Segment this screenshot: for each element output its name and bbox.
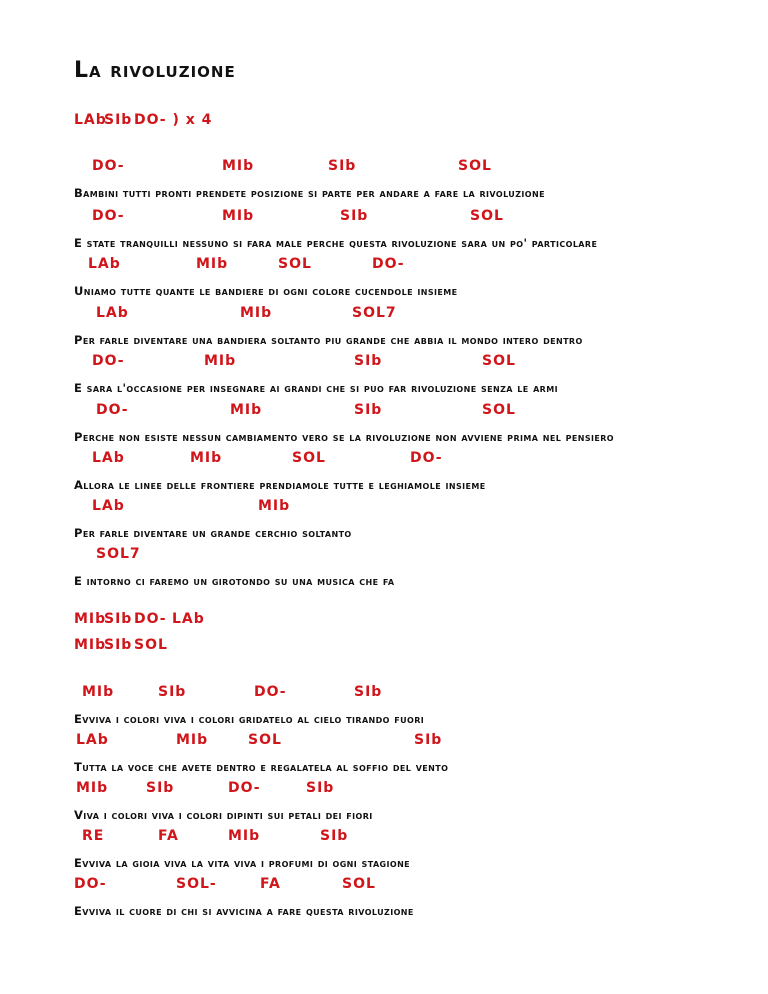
chord-label: LAb — [172, 611, 205, 627]
chord-label: SIb — [354, 353, 383, 369]
chord-label: SOL — [134, 637, 168, 653]
chord-label: SIb — [306, 780, 335, 796]
lyric-line: Per farle diventare un grande cerchio soltanto — [74, 526, 352, 540]
chord-label: LAb — [74, 112, 107, 128]
chord-label: DO- — [74, 876, 107, 892]
chord-label: MIb — [190, 450, 223, 466]
lyric-line: E sara l'occasione per insegnare ai grandi che si puo far rivoluzione senza le armi — [74, 381, 558, 395]
chorus-chords — [0, 780, 768, 798]
chord-label: DO- — [228, 780, 261, 796]
verse-chords — [0, 498, 768, 516]
chorus-chords — [0, 684, 768, 702]
chord-label: SIb — [158, 684, 187, 700]
verse-chords — [0, 305, 768, 323]
chord-label: DO- — [92, 158, 125, 174]
chord-label: DO- — [92, 208, 125, 224]
chord-label: SOL — [342, 876, 376, 892]
chorus-chords — [0, 732, 768, 750]
lyric-line: Evviva il cuore di chi si avvicina a fare questa rivoluzione — [74, 904, 414, 918]
lyric-line: Per farle diventare una bandiera soltanto piu grande che abbia il mondo intero dentro — [74, 333, 583, 347]
chord-label: SOL — [470, 208, 504, 224]
lyric-line: Evviva i colori viva i colori gridatelo al cielo tirando fuori — [74, 712, 425, 726]
chord-label: MIb — [74, 611, 107, 627]
chord-label: LAb — [88, 256, 121, 272]
interlude-chords — [0, 611, 768, 629]
chord-label: SIb — [104, 637, 133, 653]
lyric-line: Evviva la gioia viva la vita viva i profumi di ogni stagione — [74, 856, 411, 870]
chord-label: LAb — [76, 732, 109, 748]
chord-label: MIb — [222, 158, 255, 174]
chord-label: MIb — [230, 402, 263, 418]
chord-label: MIb — [76, 780, 109, 796]
chord-label: DO- ) x 4 — [134, 112, 213, 128]
chord-label: RE — [82, 828, 105, 844]
verse-chords — [0, 450, 768, 468]
chord-label: SOL- — [176, 876, 217, 892]
chord-label: DO- — [96, 402, 129, 418]
intro-chords — [0, 112, 768, 130]
chord-label: MIb — [74, 637, 107, 653]
lyric-line: E intorno ci faremo un girotondo su una musica che fa — [74, 574, 395, 588]
chord-label: SIb — [340, 208, 369, 224]
chord-label: SOL — [248, 732, 282, 748]
lyric-line: Perche non esiste nessun cambiamento vero se la rivoluzione non avviene prima nel pensiero — [74, 430, 614, 444]
chord-label: FA — [260, 876, 281, 892]
verse-chords — [0, 158, 768, 176]
chord-label: FA — [158, 828, 179, 844]
lyric-line: E state tranquilli nessuno si fara male perche questa rivoluzione sara un po' particolare — [74, 236, 598, 250]
chord-label: SIb — [354, 402, 383, 418]
chord-label: LAb — [92, 498, 125, 514]
lyric-line: Tutta la voce che avete dentro e regalatela al soffio del vento — [74, 760, 449, 774]
chord-label: MIb — [240, 305, 273, 321]
chord-label: SIb — [320, 828, 349, 844]
chord-label: DO- — [134, 611, 167, 627]
chord-label: DO- — [92, 353, 125, 369]
verse-chords — [0, 256, 768, 274]
chord-label: SOL — [278, 256, 312, 272]
chord-label: SOL — [482, 402, 516, 418]
verse-chords — [0, 546, 768, 564]
verse-chords — [0, 208, 768, 226]
chord-label: SIb — [104, 611, 133, 627]
chord-label: SOL — [458, 158, 492, 174]
chord-label: MIb — [176, 732, 209, 748]
chord-label: SIb — [354, 684, 383, 700]
chord-label: MIb — [82, 684, 115, 700]
verse-chords — [0, 402, 768, 420]
chord-label: LAb — [92, 450, 125, 466]
chord-label: LAb — [96, 305, 129, 321]
chord-label: MIb — [222, 208, 255, 224]
chord-label: DO- — [254, 684, 287, 700]
song-title: La rivoluzione — [74, 58, 236, 83]
chord-label: MIb — [204, 353, 237, 369]
chord-label: SIb — [414, 732, 443, 748]
lyric-line: Bambini tutti pronti prendete posizione si parte per andare a fare la rivoluzione — [74, 186, 545, 200]
chord-label: SOL — [482, 353, 516, 369]
chord-label: SIb — [146, 780, 175, 796]
chord-label: SIb — [328, 158, 357, 174]
chord-label: DO- — [410, 450, 443, 466]
chord-label: MIb — [196, 256, 229, 272]
chord-label: SIb — [104, 112, 133, 128]
chord-label: SOL — [292, 450, 326, 466]
interlude-chords — [0, 637, 768, 655]
chord-label: SOL7 — [96, 546, 141, 562]
chord-label: SOL7 — [352, 305, 397, 321]
chorus-chords — [0, 828, 768, 846]
lyric-line: Viva i colori viva i colori dipinti sui petali dei fiori — [74, 808, 373, 822]
verse-chords — [0, 353, 768, 371]
chorus-chords — [0, 876, 768, 894]
chord-label: MIb — [228, 828, 261, 844]
lyric-line: Uniamo tutte quante le bandiere di ogni colore cucendole insieme — [74, 284, 458, 298]
chord-label: DO- — [372, 256, 405, 272]
chord-label: MIb — [258, 498, 291, 514]
lyric-line: Allora le linee delle frontiere prendiamole tutte e leghiamole insieme — [74, 478, 486, 492]
